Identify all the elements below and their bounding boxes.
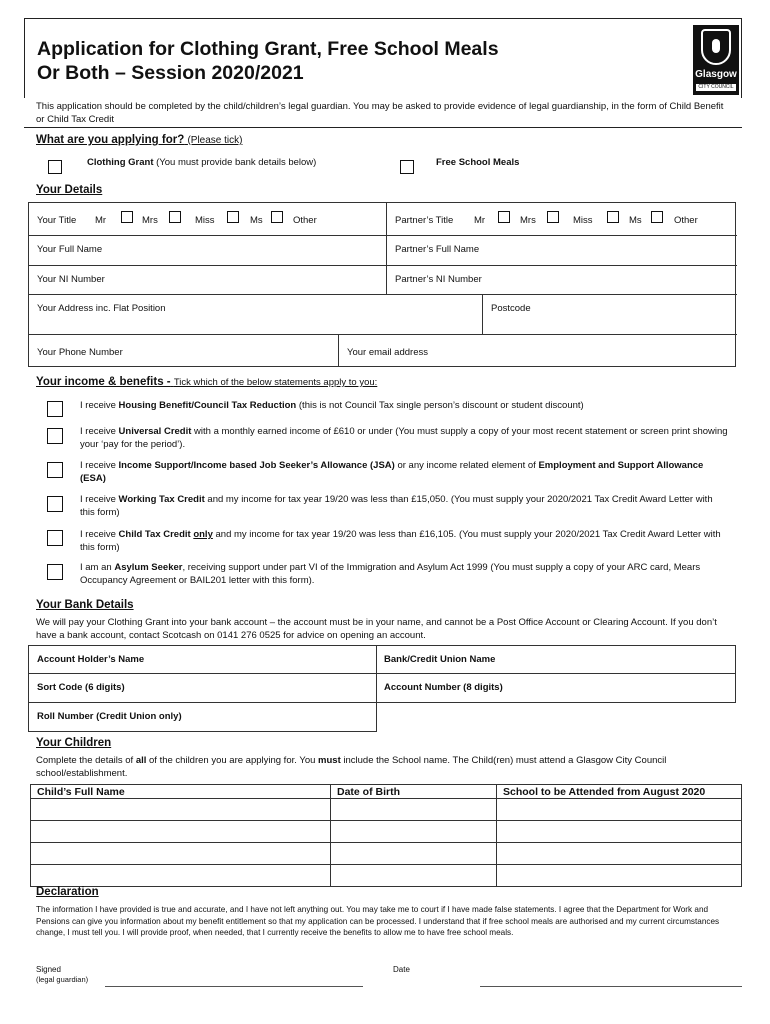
income-item-4: I receive Working Tax Credit and my income for tax year 19/20 was less than £15,050. (You must supply your 2020/2021 Tax Credit Award Letter with this form) (80, 494, 713, 518)
children-heading: Your Children (36, 737, 112, 749)
your-title-other: Other (293, 215, 317, 226)
your-title-mr: Mr (95, 215, 107, 226)
col-child-name: Child’s Full Name (31, 785, 331, 799)
postcode-field[interactable]: Postcode (483, 295, 737, 335)
logo-word: Glasgow (695, 69, 737, 80)
clothing-grant-note: (You must provide bank details below) (156, 157, 317, 168)
income-item-6: I am an Asylum Seeker, receiving support under part VI of the Immigration and Asylum Act 1999 (You must supply a copy of your ARC card, Mears Occupancy Agreement or BAIL201 letter with this form). (80, 562, 701, 586)
account-holder-field[interactable]: Account Holder’s Name (28, 645, 377, 674)
details-heading: Your Details (36, 184, 103, 196)
details-grid (28, 202, 736, 367)
your-title-miss: Miss (195, 215, 215, 226)
partner-full-name-field[interactable]: Partner’s Full Name (387, 236, 737, 266)
your-ms-checkbox[interactable] (271, 211, 283, 223)
your-miss-checkbox[interactable] (227, 211, 239, 223)
partner-title-miss: Miss (573, 215, 593, 226)
email-field[interactable]: Your email address (347, 347, 428, 358)
dob-cell[interactable] (331, 821, 497, 843)
your-mrs-checkbox[interactable] (169, 211, 181, 223)
children-table-header (31, 785, 742, 799)
children-table (30, 784, 742, 887)
your-title-ms: Ms (250, 215, 263, 226)
col-school: School to be Attended from August 2020 (497, 785, 742, 799)
clothing-grant-bold: Clothing Grant (87, 157, 154, 168)
title-line-2: Or Both – Session 2020/2021 (37, 62, 304, 84)
your-title-label: Your Title (37, 215, 77, 226)
free-school-meals-label: Free School Meals (436, 157, 520, 168)
partner-title-label: Partner’s Title (395, 215, 454, 226)
divider (24, 127, 742, 128)
applying-heading (36, 134, 242, 146)
table-row (31, 843, 742, 865)
full-name-field[interactable]: Your Full Name (29, 236, 387, 266)
dob-cell[interactable] (331, 865, 497, 887)
child-name-cell[interactable] (31, 843, 331, 865)
income-support-checkbox[interactable] (47, 462, 63, 478)
partner-mrs-checkbox[interactable] (547, 211, 559, 223)
bank-text: We will pay your Clothing Grant into your bank account – the account must be in your name, and cannot be a Post Office Account or Clearing Account. If you don’t have a bank account, contact Scotcash on 0141 276 0525 for advice on opening an account. (36, 617, 717, 641)
income-item-1: I receive Housing Benefit/Council Tax Reduction (this is not Council Tax single person’s discount or student discount) (80, 400, 584, 411)
partner-title-mrs: Mrs (520, 215, 536, 226)
table-row (31, 799, 742, 821)
date-line[interactable] (480, 986, 742, 987)
signature-line[interactable] (105, 986, 363, 987)
intro-text: This application should be completed by the child/children’s legal guardian. You may be asked to provide evidence of legal guardianship, in the form of Child Benefit or Child Tax Credit (36, 101, 724, 125)
title-line-1: Application for Clothing Grant, Free School Meals (37, 38, 499, 60)
working-tax-credit-checkbox[interactable] (47, 496, 63, 512)
bank-grid (28, 645, 736, 732)
table-row (31, 821, 742, 843)
partner-miss-checkbox[interactable] (607, 211, 619, 223)
school-cell[interactable] (497, 843, 742, 865)
partner-ni-number-field[interactable]: Partner’s NI Number (387, 266, 737, 295)
phone-field[interactable]: Your Phone Number (29, 335, 339, 366)
income-heading (36, 376, 377, 388)
children-text: Complete the details of all of the children you are applying for. You must include the School name. The Child(ren) must attend a Glasgow City Council school/establishment. (36, 755, 667, 779)
income-item-2: I receive Universal Credit with a monthly earned income of £610 or under (You must supply a copy of your most recent statement or screen print showing your ‘pay for the period’). (80, 426, 728, 450)
crest-icon (701, 29, 731, 65)
bank-heading: Your Bank Details (36, 599, 134, 611)
school-cell[interactable] (497, 865, 742, 887)
universal-credit-checkbox[interactable] (47, 428, 63, 444)
income-item-5: I receive Child Tax Credit only and my income for tax year 19/20 was less than £16,105. (You must supply your 2020/2021 Tax Credit Award Letter with this form) (80, 529, 721, 553)
your-title-mrs: Mrs (142, 215, 158, 226)
page-title (37, 37, 499, 85)
table-row (31, 865, 742, 887)
col-date-of-birth: Date of Birth (331, 785, 497, 799)
applying-heading-text: What are you applying for? (36, 134, 185, 146)
partner-title-ms: Ms (629, 215, 642, 226)
sort-code-field[interactable]: Sort Code (6 digits) (28, 674, 377, 703)
child-name-cell[interactable] (31, 821, 331, 843)
partner-ms-checkbox[interactable] (651, 211, 663, 223)
account-number-field[interactable]: Account Number (8 digits) (376, 674, 736, 703)
income-item-3: I receive Income Support/Income based Job Seeker’s Allowance (JSA) or any income related element of Employment and Support Allowance (ESA) (80, 460, 704, 484)
glasgow-logo (693, 25, 739, 95)
clothing-grant-label (87, 157, 316, 170)
your-mr-checkbox[interactable] (121, 211, 133, 223)
signed-label: Signed (36, 965, 61, 974)
asylum-seeker-checkbox[interactable] (47, 564, 63, 580)
income-heading-note: Tick which of the below statements apply to you: (173, 377, 378, 388)
child-name-cell[interactable] (31, 865, 331, 887)
logo-subtitle: CITY COUNCIL (696, 84, 736, 91)
dob-cell[interactable] (331, 799, 497, 821)
roll-number-field[interactable]: Roll Number (Credit Union only) (28, 703, 377, 732)
applying-heading-note: (Please tick) (187, 135, 243, 146)
school-cell[interactable] (497, 821, 742, 843)
declaration-text: The information I have provided is true and accurate, and I have not left anything out. You may take me to court if I have made false statements. I agree that the Department for Work and Pensions can give you information about my benefit entitlement so that my application can be processed. I understand that if free school meals are authorised and my current circumstances change, I must tell you. I will provide proof, when needed, that I currently receive the benefits to allow me to have free school meals. (36, 905, 720, 937)
form-header (24, 18, 742, 98)
child-name-cell[interactable] (31, 799, 331, 821)
ni-number-field[interactable]: Your NI Number (29, 266, 387, 295)
partner-title-mr: Mr (474, 215, 486, 226)
dob-cell[interactable] (331, 843, 497, 865)
date-label: Date (393, 965, 410, 974)
bank-name-field[interactable]: Bank/Credit Union Name (376, 645, 736, 674)
signed-note: (legal guardian) (36, 975, 89, 984)
clothing-grant-checkbox[interactable] (48, 160, 62, 174)
declaration-heading: Declaration (36, 886, 99, 898)
address-field[interactable]: Your Address inc. Flat Position (29, 295, 483, 335)
child-tax-credit-checkbox[interactable] (47, 530, 63, 546)
partner-mr-checkbox[interactable] (498, 211, 510, 223)
income-heading-text: Your income & benefits - (36, 376, 171, 388)
school-cell[interactable] (497, 799, 742, 821)
housing-benefit-checkbox[interactable] (47, 401, 63, 417)
partner-title-other: Other (674, 215, 698, 226)
free-school-meals-checkbox[interactable] (400, 160, 414, 174)
